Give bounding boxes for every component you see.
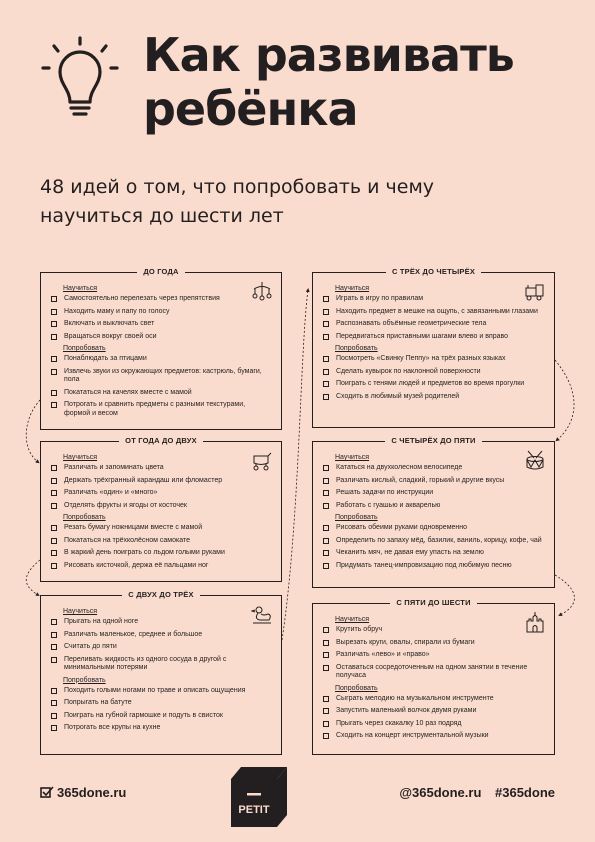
group-label: Попробовать: [335, 345, 378, 352]
checkbox[interactable]: [51, 309, 57, 315]
checkbox[interactable]: [323, 321, 329, 327]
checkbox[interactable]: [323, 356, 329, 362]
list-item[interactable]: Запустить маленький волчок двумя руками: [323, 707, 544, 716]
mobile-toy-icon: [251, 281, 273, 303]
checkbox[interactable]: [51, 644, 57, 650]
checkbox[interactable]: [51, 490, 57, 496]
list-item[interactable]: Различать маленькое, среднее и большое: [51, 631, 271, 640]
list-item[interactable]: Сделать кувырок по наклонной поверхности: [323, 368, 544, 377]
list-item[interactable]: Посмотреть «Свинку Пеппу» на трёх разных языках: [323, 355, 544, 364]
checkbox[interactable]: [51, 632, 57, 638]
hashtag[interactable]: #365done: [495, 785, 555, 800]
checkbox[interactable]: [323, 465, 329, 471]
list-item[interactable]: Поиграть на губной гармошке и подуть в свисток: [51, 712, 271, 721]
checkbox[interactable]: [51, 334, 57, 340]
list-item[interactable]: Различать кислый, сладкий, горький и другие вкусы: [323, 477, 544, 486]
group-label: Научиться: [63, 608, 98, 615]
social-links: [389, 785, 555, 800]
checkbox[interactable]: [323, 733, 329, 739]
list-item[interactable]: Различать «один» и «много»: [51, 489, 271, 498]
list-item[interactable]: В жаркий день поиграть со льдом голыми руками: [51, 549, 271, 558]
page-subtitle: 48 идей о том, что попробовать и чему научиться до шести лет: [40, 176, 435, 227]
list-item[interactable]: Поиграть с тенями людей и предметов во время прогулки: [323, 380, 544, 389]
list-item[interactable]: Находить маму и папу по голосу: [51, 308, 271, 317]
list-item[interactable]: Отделять фрукты и ягоды от косточек: [51, 502, 271, 511]
drum-icon: [524, 450, 546, 472]
checkbox[interactable]: [51, 465, 57, 471]
checkbox[interactable]: [51, 402, 57, 408]
group-label: Попробовать: [63, 676, 106, 684]
checkbox[interactable]: [323, 525, 329, 531]
checkbox[interactable]: [51, 713, 57, 719]
list-item[interactable]: Различать и запоминать цвета: [51, 464, 271, 473]
list-item[interactable]: Чеканить мяч, не давая ему упасть на землю: [323, 549, 544, 558]
checkbox[interactable]: [51, 321, 57, 327]
site-link[interactable]: [40, 785, 126, 800]
checkbox[interactable]: [323, 721, 329, 727]
section-title: С ПЯТИ ДО ШЕСТИ: [313, 598, 554, 607]
section-card-two-to-three: [40, 590, 282, 755]
checkbox[interactable]: [51, 619, 57, 625]
list-item[interactable]: Придумать танец-импровизацию под любимую песню: [323, 562, 544, 571]
list-item[interactable]: Различать «лево» и «право»: [323, 651, 544, 660]
checkbox[interactable]: [51, 478, 57, 484]
list-item[interactable]: Передвигаться приставными шагами влево и вправо: [323, 333, 544, 342]
checkbox[interactable]: [51, 550, 57, 556]
list-item[interactable]: Попрыгать на батуте: [51, 699, 271, 708]
list-item[interactable]: Походить голыми ногами по траве и описать ощущения: [51, 687, 271, 696]
section-title: С ДВУХ ДО ТРЁХ: [41, 590, 281, 599]
list-item[interactable]: Играть в игру по правилам: [323, 295, 544, 304]
group-label: Попробовать: [335, 514, 378, 521]
checkbox-tick-icon: [40, 786, 54, 799]
checkbox[interactable]: [323, 550, 329, 556]
list-item[interactable]: Прыгать через скакалку 10 раз подряд: [323, 720, 544, 729]
social-handle[interactable]: @365done.ru: [399, 785, 482, 800]
group-label: Научиться: [63, 285, 98, 292]
list-item[interactable]: Кататься на двухколесном велосипеде: [323, 464, 544, 473]
list-item[interactable]: Находить предмет в мешке на ощупь, с завязанными глазами: [323, 308, 544, 317]
checkbox[interactable]: [323, 665, 329, 671]
section-card-one-to-two: [40, 436, 282, 582]
checkbox[interactable]: [51, 356, 57, 362]
light-bulb-icon: [40, 32, 120, 120]
toy-train-icon: [524, 281, 546, 303]
checkbox[interactable]: [51, 296, 57, 302]
list-item[interactable]: Включать и выключать свет: [51, 320, 271, 329]
checkbox[interactable]: [323, 381, 329, 387]
checkbox[interactable]: [323, 627, 329, 633]
checkbox[interactable]: [323, 563, 329, 569]
list-item[interactable]: Крутить обруч: [323, 626, 544, 635]
list-item[interactable]: Держать трёхгранный карандаш или фломастер: [51, 477, 271, 486]
checkbox[interactable]: [323, 478, 329, 484]
list-item[interactable]: Рисовать обеими руками одновременно: [323, 524, 544, 533]
duck-toy-icon: [251, 604, 273, 626]
checkbox[interactable]: [51, 503, 57, 509]
checkbox[interactable]: [323, 334, 329, 340]
list-item[interactable]: Сыграть мелодию на музыкальном инструменте: [323, 695, 544, 704]
checkbox[interactable]: [323, 696, 329, 702]
list-item[interactable]: Определить по запаху мёд, базилик, ваниль, корицу, кофе, чай: [323, 537, 544, 546]
toy-castle-icon: [524, 612, 546, 634]
svg-text:PETIT: PETIT: [238, 804, 270, 816]
section-card-under-one: [40, 267, 282, 430]
section-card-four-to-five: [312, 436, 555, 588]
checkbox[interactable]: [323, 538, 329, 544]
list-item[interactable]: Вращаться вокруг своей оси: [51, 333, 271, 342]
section-title: ОТ ГОДА ДО ДВУХ: [41, 436, 281, 445]
list-item[interactable]: Сходить в любимый музей родителей: [323, 393, 544, 402]
section-title: С ТРЁХ ДО ЧЕТЫРЁХ: [313, 267, 554, 276]
checkbox[interactable]: [51, 725, 57, 731]
list-item[interactable]: Покататься на трёхколёсном самокате: [51, 537, 271, 546]
checkbox[interactable]: [51, 390, 57, 396]
checkbox[interactable]: [323, 394, 329, 400]
checkbox[interactable]: [323, 296, 329, 302]
group-label: Научиться: [335, 285, 370, 292]
group-label: Научиться: [335, 616, 370, 623]
group-label: Попробовать: [63, 345, 106, 352]
checkbox[interactable]: [323, 369, 329, 375]
list-item[interactable]: Покататься на качелях вместе с мамой: [51, 389, 271, 398]
list-item[interactable]: Распознавать объёмные геометрические тела: [323, 320, 544, 329]
list-item[interactable]: Сходить на концерт инструментальной музыки: [323, 732, 544, 741]
group-label: Научиться: [63, 454, 98, 461]
checkbox[interactable]: [51, 538, 57, 544]
checkbox[interactable]: [323, 503, 329, 509]
list-item[interactable]: Извлечь звуки из окружающих предметов: кастрюль, бумаги, пола: [51, 368, 271, 385]
site-url: 365done.ru: [57, 785, 127, 800]
list-item[interactable]: Вырезать круги, овалы, спирали из бумаги: [323, 639, 544, 648]
list-item[interactable]: Потрогать и сравнить предметы с разными текстурами, формой и весом: [51, 401, 271, 418]
checkbox[interactable]: [323, 652, 329, 658]
list-item[interactable]: Работать с гуашью и акварелью: [323, 502, 544, 511]
checkbox[interactable]: [323, 309, 329, 315]
list-item[interactable]: Резать бумагу ножницами вместе с мамой: [51, 524, 271, 533]
list-item[interactable]: Оставаться сосредоточенным на одном занятии в течение получаса: [323, 664, 544, 681]
section-title: ДО ГОДА: [41, 267, 281, 276]
list-item[interactable]: Переливать жидкость из одного сосуда в другой с минимальными потерями: [51, 656, 271, 673]
section-card-five-to-six: [312, 598, 555, 755]
page-title: Как развивать ребёнка: [143, 28, 514, 136]
checkbox[interactable]: [323, 490, 329, 496]
group-label: Научиться: [335, 454, 370, 461]
list-item[interactable]: Потрогать все крупы на кухне: [51, 724, 271, 733]
checkbox[interactable]: [51, 688, 57, 694]
checkbox[interactable]: [323, 640, 329, 646]
checkbox[interactable]: [51, 657, 57, 663]
group-label: Попробовать: [63, 514, 106, 521]
list-item[interactable]: Прыгать на одной ноге: [51, 618, 271, 627]
checkbox[interactable]: [51, 525, 57, 531]
petit-box-logo: [229, 765, 289, 829]
list-item[interactable]: Понаблюдать за птицами: [51, 355, 271, 364]
checkbox[interactable]: [51, 369, 57, 375]
checkbox[interactable]: [323, 708, 329, 714]
stroller-icon: [251, 450, 273, 472]
section-card-three-to-four: [312, 267, 555, 428]
list-item[interactable]: Решать задачи по инструкции: [323, 489, 544, 498]
section-title: С ЧЕТЫРЁХ ДО ПЯТИ: [313, 436, 554, 445]
checkbox[interactable]: [51, 563, 57, 569]
checkbox[interactable]: [51, 700, 57, 706]
list-item[interactable]: Самостоятельно перелезать через препятствия: [51, 295, 271, 304]
list-item[interactable]: Считать до пяти: [51, 643, 271, 652]
group-label: Попробовать: [335, 684, 378, 692]
list-item[interactable]: Рисовать кисточкой, держа её пальцами ног: [51, 562, 271, 571]
